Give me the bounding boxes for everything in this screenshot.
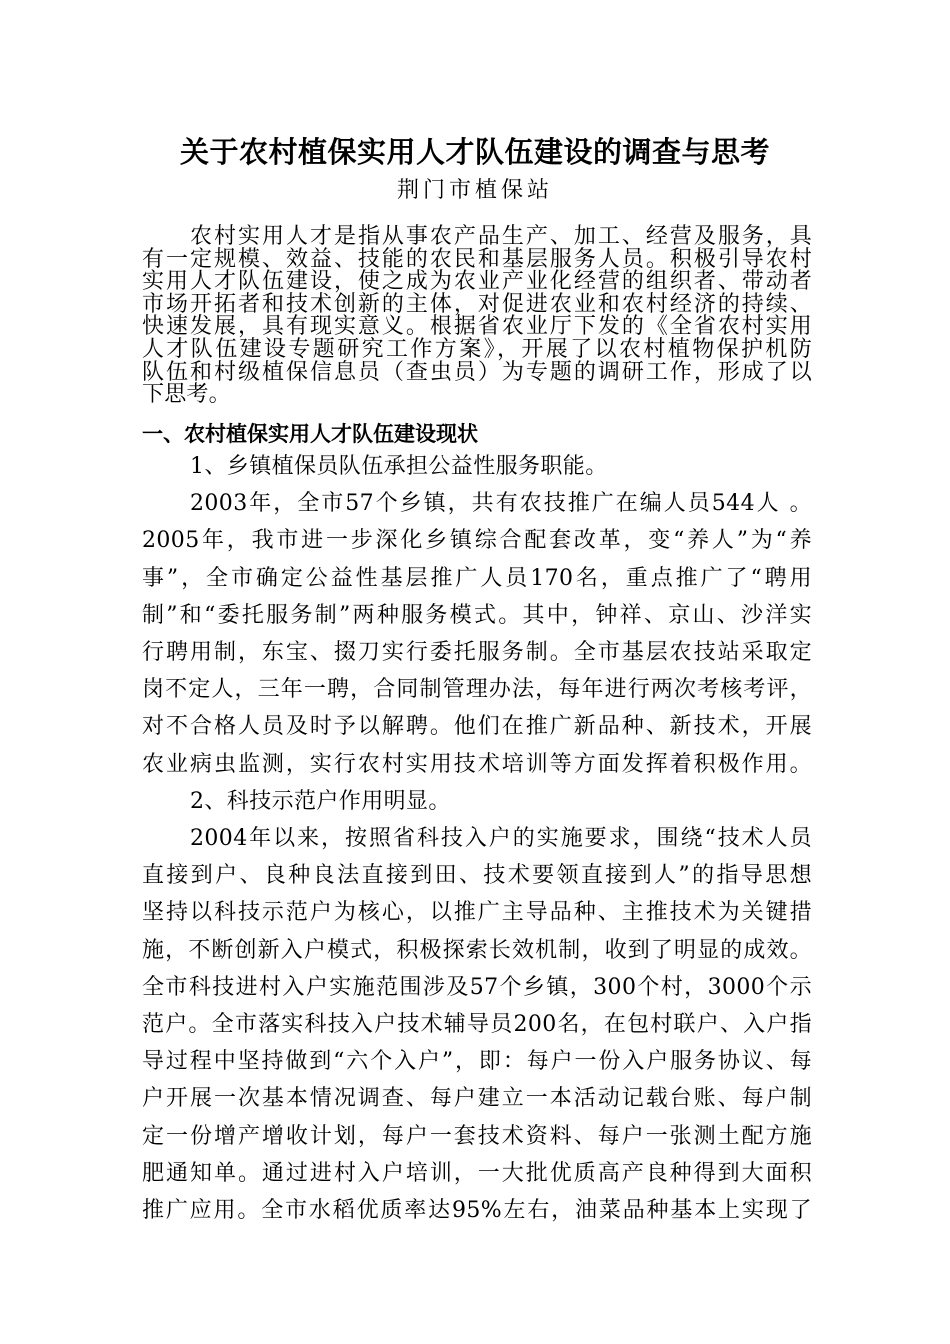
paragraph-line: 坚持以科技示范户为核心，以推广主导品种、主推技术为关键措 [142,900,812,926]
paragraph-line: 施，不断创新入户模式，积极探索长效机制，收到了明显的成效。 [142,937,812,963]
paragraph-line: 队伍和村级植保信息员（查虫员）为专题的调研工作，形成了以 [142,359,812,385]
section-body [142,448,812,1229]
paragraph-line: 定一份增产增收计划，每户一套技术资料、每户一张测土配方施 [142,1123,812,1149]
paragraph-line: 岗不定人，三年一聘，合同制管理办法，每年进行两次考核考评， [142,677,812,703]
paragraph-line: 下思考。 [142,382,231,408]
paragraph-line: 直接到户、良种良法直接到田、技术要领直接到人”的指导思想 [142,863,812,889]
paragraph-line: 人才队伍建设专题研究工作方案》，开展了以农村植物保护机防 [142,336,812,362]
paragraph-line: 2004年以来，按照省科技入户的实施要求，围绕“技术人员 [190,826,812,852]
paragraph-line: 快速发展，具有现实意义。根据省农业厅下发的《全省农村实用 [142,314,812,340]
paragraph-line: 导过程中坚持做到“六个入户”，即：每户一份入户服务协议、每 [142,1049,812,1075]
paragraph-line: 对不合格人员及时予以解聘。他们在推广新品种、新技术，开展 [142,714,812,740]
paragraph-line: 2003年，全市57个乡镇，共有农技推广在编人员544人 。 [190,491,812,517]
paragraph-line: 推广应用。全市水稻优质率达95%左右，油菜品种基本上实现了 [142,1198,812,1224]
paragraph-line: 户开展一次基本情况调查、每户建立一本活动记载台账、每户制 [142,1086,812,1112]
subsection-heading: 1、乡镇植保员队伍承担公益性服务职能。 [190,454,608,479]
document-title: 关于农村植保实用人才队伍建设的调查与思考 [179,135,770,169]
paragraph-line: 农业病虫监测，实行农村实用技术培训等方面发挥着积极作用。 [142,751,812,777]
paragraph-line: 肥通知单。通过进村入户培训，一大批优质高产良种得到大面积 [142,1160,812,1186]
paragraph-line: 事”，全市确定公益性基层推广人员170名，重点推广了“聘用 [142,565,812,591]
paragraph-line: 有一定规模、效益、技能的农民和基层服务人员。积极引导农村 [142,246,812,272]
section-heading: 一、农村植保实用人才队伍建设现状 [142,422,478,446]
paragraph-line: 农村实用人才是指从事农产品生产、加工、经营及服务，具 [190,224,812,249]
intro-paragraph [142,226,812,407]
paragraph-line: 全市科技进村入户实施范围涉及57个乡镇，300个村，3000个示 [142,974,812,1000]
subsection-heading: 2、科技示范户作用明显。 [190,788,451,814]
paragraph-line: 实用人才队伍建设，使之成为农业产业化经营的组织者、带动者 [142,269,812,295]
paragraph-line: 市场开拓者和技术创新的主体，对促进农业和农村经济的持续、 [142,291,812,317]
paragraph-line: 制”和“委托服务制”两种服务模式。其中，钟祥、京山、沙洋实 [142,602,812,628]
paragraph-line: 2005年，我市进一步深化乡镇综合配套改革，变“养人”为“养 [142,528,812,554]
document-author: 荆门市植保站 [396,178,553,203]
paragraph-line: 范户。全市落实科技入户技术辅导员200名，在包村联户、入户指 [142,1012,812,1038]
paragraph-line: 行聘用制，东宝、掇刀实行委托服务制。全市基层农技站采取定 [142,640,812,666]
